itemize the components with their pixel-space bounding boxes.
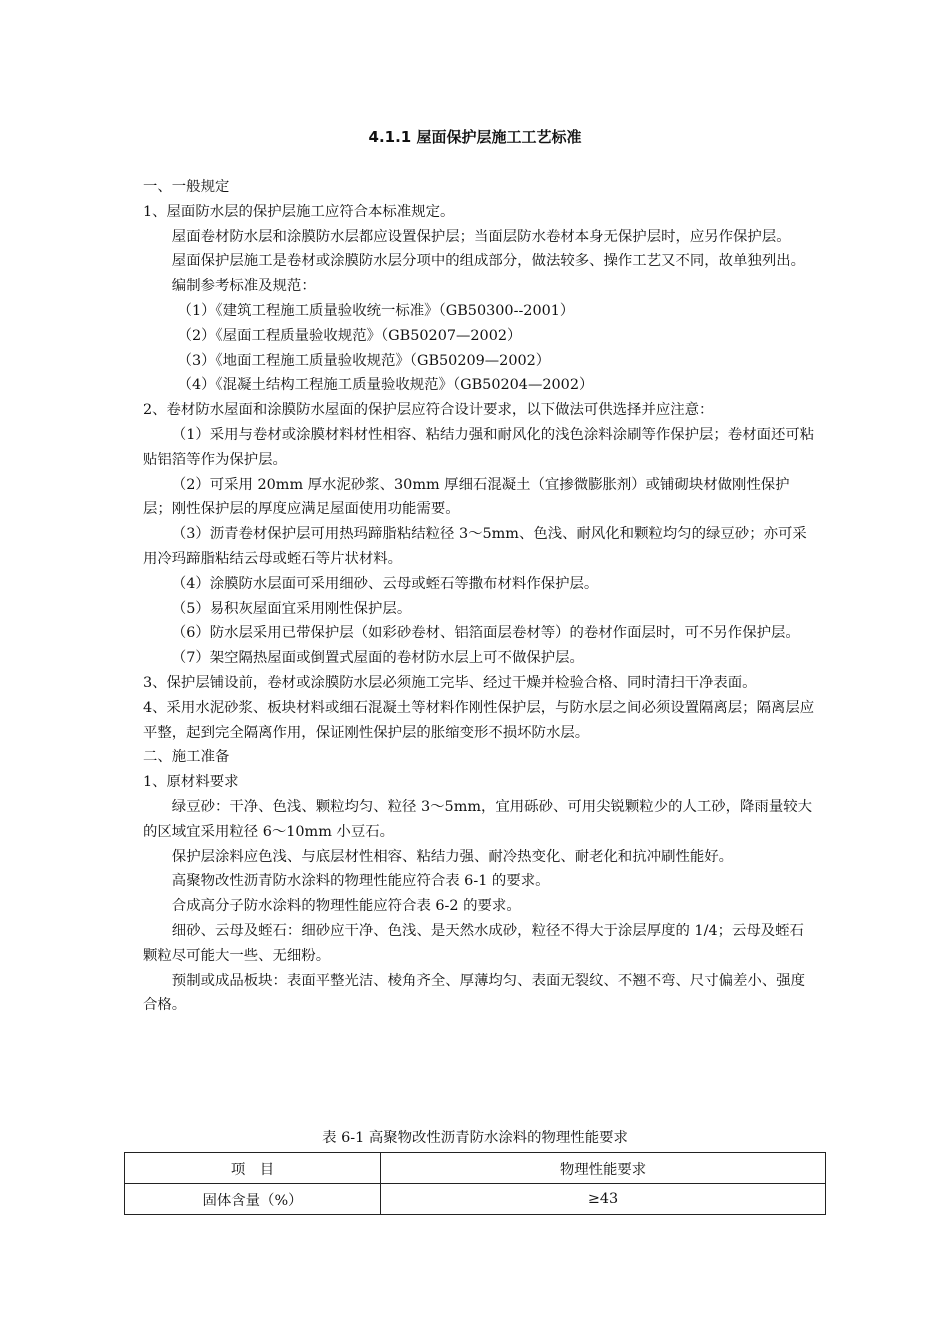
paragraph: 高聚物改性沥青防水涂料的物理性能应符合表 6-1 的要求。: [171, 873, 550, 890]
paragraph: 1、屋面防水层的保护层施工应符合本标准规定。: [143, 203, 455, 220]
paragraph: 屋面卷材防水层和涂膜防水层都应设置保护层；当面层防水卷材本身无保护层时，应另作保护层。: [171, 228, 791, 245]
document-body: [143, 175, 815, 1018]
table-header-cell: 物理性能要求: [381, 1153, 826, 1184]
paragraph: 4、采用水泥砂浆、板块材料或细石混凝土等材料作刚性保护层，与防水层之间必须设置隔离层；隔离层应平整，起到完全隔离作用，保证刚性保护层的胀缩变形不损坏防水层。: [143, 699, 815, 741]
table-cell: 固体含量（%）: [125, 1184, 381, 1215]
table-cell: ≥43: [381, 1184, 826, 1215]
paragraph: 屋面保护层施工是卷材或涂膜防水层分项中的组成部分，做法较多、操作工艺又不同，故单独列出。: [171, 253, 805, 270]
list-item: （7）架空隔热屋面或倒置式屋面的卷材防水层上可不做保护层。: [171, 650, 584, 667]
table-caption: 表 6-1 高聚物改性沥青防水涂料的物理性能要求: [322, 1130, 628, 1146]
table-row: [125, 1184, 826, 1215]
paragraph: 1、原材料要求: [143, 774, 239, 791]
paragraph: 保护层涂料应色浅、与底层材性相容、粘结力强、耐冷热变化、耐老化和抗冲刷性能好。: [171, 848, 734, 865]
paragraph: 编制参考标准及规范：: [171, 278, 316, 295]
reference-item: （1）《建筑工程施工质量验收统一标准》（GB50300--2001）: [177, 302, 575, 319]
list-item: （2）可采用 20mm 厚水泥砂浆、30mm 厚细石混凝土（宜掺微膨胀剂）或铺砌块材做刚性保护层；刚性保护层的厚度应满足屋面使用功能需要。: [143, 476, 790, 518]
list-item: （5）易积灰屋面宜采用刚性保护层。: [171, 600, 412, 617]
list-item: （1）采用与卷材或涂膜材料材性相容、粘结力强和耐风化的浅色涂料涂刷等作保护层；卷材面还可粘贴铝箔等作为保护层。: [143, 426, 815, 468]
list-item: （3）沥青卷材保护层可用热玛蹄脂粘结粒径 3～5mm、色浅、耐风化和颗粒均匀的绿豆砂；亦可采用冷玛蹄脂粘结云母或蛭石等片状材料。: [143, 526, 807, 567]
section-heading: 二、施工准备: [143, 749, 230, 766]
reference-item: （4）《混凝土结构工程施工质量验收规范》（GB50204—2002）: [177, 377, 594, 394]
paragraph: 合成高分子防水涂料的物理性能应符合表 6-2 的要求。: [171, 898, 521, 915]
properties-table: [124, 1152, 826, 1215]
reference-item: （2）《屋面工程质量验收规范》（GB50207—2002）: [177, 327, 522, 344]
paragraph: 细砂、云母及蛭石：细砂应干净、色浅、是天然水成砂，粒径不得大于涂层厚度的 1/4；云母及蛭石颗粒尽可能大一些、无细粉。: [143, 922, 804, 964]
section-heading: 一、一般规定: [143, 179, 230, 195]
table-header-row: [125, 1153, 826, 1184]
paragraph: 预制或成品板块：表面平整光洁、棱角齐全、厚薄均匀、表面无裂纹、不翘不弯、尺寸偏差小、强度合格。: [143, 972, 805, 1014]
reference-item: （3）《地面工程施工质量验收规范》（GB50209—2002）: [177, 352, 551, 369]
list-item: （4）涂膜防水层面可采用细砂、云母或蛭石等撒布材料作保护层。: [171, 575, 599, 592]
paragraph: 绿豆砂：干净、色浅、颗粒均匀、粒径 3～5mm，宜用砾砂、可用尖锐颗粒少的人工砂，降雨量较大的区域宜采用粒径 6～10mm 小豆石。: [143, 798, 812, 840]
document-title: 4.1.1 屋面保护层施工工艺标准: [368, 128, 582, 146]
paragraph: 3、保护层铺设前，卷材或涂膜防水层必须施工完毕、经过干燥并检验合格、同时清扫干净表面。: [143, 674, 757, 691]
paragraph: 2、卷材防水屋面和涂膜防水屋面的保护层应符合设计要求，以下做法可供选择并应注意：: [143, 402, 714, 419]
list-item: （6）防水层采用已带保护层（如彩砂卷材、铝箔面层卷材等）的卷材作面层时，可不另作保护层。: [171, 625, 800, 642]
table-header-cell: 项 目: [125, 1153, 381, 1184]
